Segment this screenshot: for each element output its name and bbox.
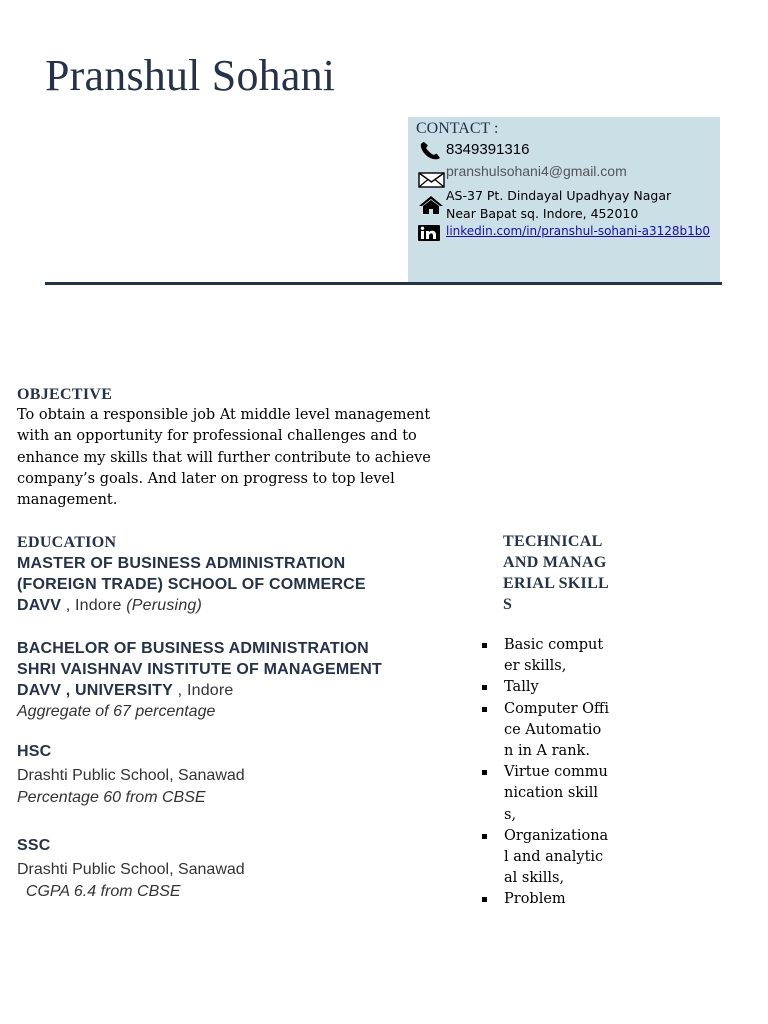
phone-icon (418, 141, 446, 161)
hsc-result: Percentage 60 from CBSE (17, 789, 206, 806)
mba-line-1: MASTER OF BUSINESS ADMINISTRATION (17, 555, 346, 572)
bba-line-3 (17, 680, 382, 701)
contact-title: CONTACT : (416, 120, 499, 137)
skills-list (480, 635, 610, 911)
mba-status: (Perusing) (126, 597, 203, 614)
linkedin-icon (418, 224, 446, 242)
ssc-heading: SSC (17, 837, 51, 854)
bba-aggregate: Aggregate of 67 percentage (17, 703, 216, 720)
ssc-school: Drashti Public School, Sanawad (17, 861, 245, 878)
skill-item: Computer Office Automation in A rank. (480, 699, 610, 763)
bba-line-1: BACHELOR OF BUSINESS ADMINISTRATION (17, 640, 369, 657)
education-heading: EDUCATION (17, 534, 117, 551)
hsc-heading: HSC (17, 743, 52, 760)
education-mba (17, 553, 366, 616)
address-line-2: Near Bapat sq. Indore, 452010 (446, 206, 639, 221)
education-hsc (17, 741, 245, 808)
contact-linkedin-row (418, 224, 710, 242)
objective-text: To obtain a responsible job At middle level management with an opportunity for professional challenges and to enhance my skills that will further contribute to achieve company’s goals. And later on progress to top level management. (17, 407, 431, 509)
hsc-school: Drashti Public School, Sanawad (17, 767, 245, 784)
skill-item: Organizational and analytical skills, (480, 826, 610, 890)
contact-address (446, 187, 671, 223)
education-bba (17, 638, 382, 722)
contact-email-row (418, 163, 627, 189)
skill-item: Virtue communication skills, (480, 762, 610, 826)
skill-item: Problem (480, 889, 610, 910)
skills-heading: TECHNICAL AND MANAGERIAL SKILLS (503, 533, 610, 613)
mba-line-2: (FOREIGN TRADE) SCHOOL OF COMMERCE (17, 576, 366, 593)
contact-phone-row (418, 141, 529, 161)
mba-city: , Indore (61, 597, 127, 614)
bba-city: , Indore (173, 682, 234, 699)
skill-item: Tally (480, 677, 610, 698)
candidate-name: Pranshul Sohani (45, 51, 336, 100)
objective-heading: OBJECTIVE (17, 386, 113, 403)
education-ssc (17, 835, 245, 902)
contact-address-row (418, 187, 671, 223)
bba-line-2: SHRI VAISHNAV INSTITUTE OF MANAGEMENT (17, 661, 383, 678)
mba-line-3 (17, 595, 366, 616)
envelope-icon (418, 163, 446, 189)
home-icon (418, 187, 446, 223)
ssc-result: CGPA 6.4 from CBSE (17, 883, 181, 900)
bba-university: DAVV , UNIVERSITY (17, 682, 174, 699)
linkedin-link[interactable]: linkedin.com/in/pranshul-sohani-a3128b1b0 (446, 224, 711, 238)
skill-item: Basic computer skills, (480, 635, 610, 677)
contact-email[interactable]: pranshulsohani4@gmail.com (446, 163, 627, 179)
contact-phone[interactable]: 8349391316 (446, 141, 530, 158)
mba-university: DAVV (17, 597, 62, 614)
contact-box (408, 117, 720, 283)
address-line-1: AS-37 Pt. Dindayal Upadhyay Nagar (446, 188, 672, 203)
header-divider (45, 282, 722, 285)
